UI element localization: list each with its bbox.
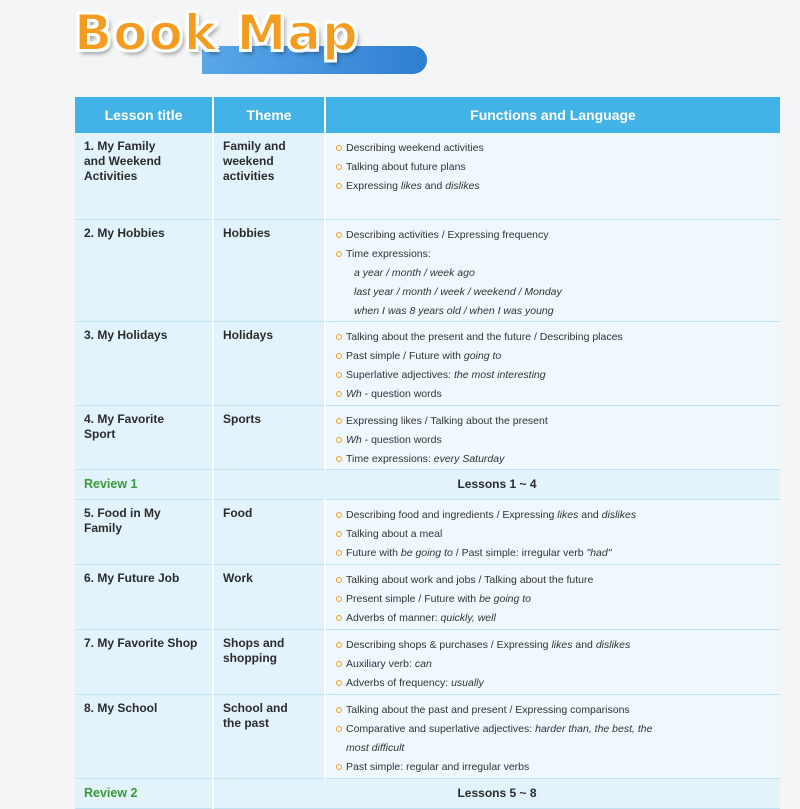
function-text: quickly, well — [440, 611, 496, 624]
function-text: - question words — [361, 433, 442, 446]
theme-line: Sports — [223, 411, 262, 426]
lesson-title — [84, 226, 204, 241]
function-text: Talking about future plans — [346, 161, 466, 173]
lesson-title — [84, 412, 204, 442]
theme-line: shopping — [223, 650, 277, 665]
function-text: Expressing — [346, 180, 401, 192]
table-row — [75, 219, 780, 321]
function-text: Future with — [346, 546, 401, 559]
review-lessons-range: Lessons 1 ~ 4 — [213, 469, 780, 499]
theme-cell — [213, 133, 325, 219]
theme-cell — [213, 405, 325, 469]
orange-circle-bullet-icon — [336, 726, 342, 732]
lesson-title — [84, 139, 204, 184]
function-item — [336, 226, 774, 245]
functions-cell — [325, 321, 780, 405]
function-text: Auxiliary verb: — [346, 657, 415, 670]
function-text: when I was 8 years old / when I was young — [354, 304, 554, 317]
lesson-title-cell — [75, 405, 213, 469]
orange-circle-bullet-icon — [336, 707, 342, 713]
function-text: dislikes — [595, 638, 631, 651]
theme-line: Holidays — [223, 327, 274, 342]
orange-circle-bullet-icon — [336, 183, 342, 189]
function-text: dislikes — [601, 508, 637, 521]
function-item — [336, 674, 774, 693]
theme-line: Family and — [223, 139, 286, 153]
lesson-title-cell — [75, 694, 213, 778]
lesson-title-line: Activities — [84, 169, 138, 183]
function-text: last year / month / week / weekend / Monday — [354, 285, 562, 298]
lesson-title-line: 7. My Favorite Shop — [84, 635, 198, 650]
function-item — [336, 385, 774, 404]
orange-circle-bullet-icon — [336, 764, 342, 770]
lesson-title-cell — [75, 133, 213, 219]
table-body — [75, 133, 780, 808]
function-text: harder than, the best, the — [535, 722, 653, 735]
function-text: / Past simple: irregular verb — [452, 546, 587, 559]
function-text: and — [578, 508, 602, 521]
function-item — [336, 302, 774, 321]
orange-circle-bullet-icon — [336, 596, 342, 602]
theme-line: School and — [223, 700, 288, 715]
theme-line: activities — [223, 169, 275, 183]
theme-cell — [213, 564, 325, 629]
function-text: be going to — [400, 546, 453, 559]
function-item — [336, 525, 774, 544]
function-text: going to — [463, 349, 502, 362]
function-text: a year / month / week ago — [354, 266, 475, 279]
review-label: Review 2 — [75, 778, 213, 808]
functions-cell — [325, 499, 780, 564]
orange-circle-bullet-icon — [336, 391, 342, 397]
functions-cell — [325, 564, 780, 629]
function-text: dislikes — [445, 180, 480, 192]
function-item — [336, 636, 774, 655]
theme-line: weekend — [223, 154, 274, 168]
function-text: the most interesting — [453, 368, 546, 381]
lesson-title-line: 6. My Future Job — [84, 570, 180, 585]
functions-cell — [325, 694, 780, 778]
function-text: Adverbs of frequency: — [346, 676, 452, 689]
lesson-title-cell — [75, 564, 213, 629]
function-text: Talking about the present and the future / Describing places — [346, 330, 623, 343]
lesson-title-line: 1. My Family — [84, 139, 156, 153]
function-text: and — [421, 180, 446, 192]
table-header-row — [75, 97, 780, 133]
orange-circle-bullet-icon — [336, 512, 342, 518]
function-text: be going to — [479, 592, 532, 605]
function-item — [336, 739, 774, 758]
function-text: Past simple: regular and irregular verbs — [346, 760, 530, 773]
function-text: Expressing likes / Talking about the present — [346, 414, 548, 427]
orange-circle-bullet-icon — [336, 550, 342, 556]
lesson-title — [84, 701, 204, 716]
theme-cell — [213, 219, 325, 321]
function-text: most difficult — [346, 741, 405, 754]
function-item — [336, 328, 774, 347]
theme-line: Shops and — [223, 635, 285, 650]
function-text: Superlative adjectives: — [346, 368, 454, 381]
function-item — [336, 590, 774, 609]
function-item — [336, 450, 774, 469]
function-text: Describing food and ingredients / Expressing — [346, 508, 558, 521]
lesson-title-line: 5. Food in My — [84, 505, 161, 520]
lesson-title-line: 4. My Favorite — [84, 411, 165, 426]
lesson-title — [84, 506, 204, 536]
book-map-table — [75, 97, 780, 809]
theme-cell — [213, 629, 325, 694]
theme-line: Work — [223, 570, 253, 585]
function-text: Wh — [346, 433, 362, 446]
function-item — [336, 177, 774, 196]
function-text: and — [572, 638, 596, 651]
function-text: Present simple / Future with — [346, 592, 480, 605]
lesson-title-cell — [75, 321, 213, 405]
lesson-title — [84, 571, 204, 586]
orange-circle-bullet-icon — [336, 372, 342, 378]
review-label: Review 1 — [75, 469, 213, 499]
orange-circle-bullet-icon — [336, 251, 342, 257]
theme-line: the past — [223, 715, 270, 730]
function-item — [336, 245, 774, 264]
table-row — [75, 499, 780, 564]
orange-circle-bullet-icon — [336, 531, 342, 537]
lesson-title-line: 2. My Hobbies — [84, 225, 165, 240]
review-lessons-range: Lessons 5 ~ 8 — [213, 778, 780, 808]
function-item — [336, 158, 774, 177]
lesson-title-line: Sport — [84, 426, 116, 441]
table-row — [75, 564, 780, 629]
function-text: Adverbs of manner: — [346, 611, 441, 624]
functions-cell — [325, 219, 780, 321]
lesson-title-cell — [75, 499, 213, 564]
table-row — [75, 321, 780, 405]
theme-cell — [213, 321, 325, 405]
function-text: Describing shops & purchases / Expressing — [346, 638, 552, 651]
function-text: - question words — [361, 387, 442, 400]
function-text: Describing weekend activities — [346, 142, 484, 154]
orange-circle-bullet-icon — [336, 353, 342, 359]
function-item — [336, 412, 774, 431]
lesson-title-line: Family — [84, 520, 123, 535]
function-text: likes — [400, 180, 422, 192]
orange-circle-bullet-icon — [336, 577, 342, 583]
functions-cell — [325, 133, 780, 219]
function-item — [336, 347, 774, 366]
function-text: Describing activities / Expressing frequency — [346, 228, 549, 241]
function-item — [336, 506, 774, 525]
function-text: Talking about a meal — [346, 527, 443, 540]
function-text: Comparative and superlative adjectives: — [346, 722, 536, 735]
lesson-title-line: 8. My School — [84, 700, 158, 715]
column-header-theme: Theme — [213, 97, 325, 133]
page-title: Book Map — [74, 4, 359, 62]
theme-cell — [213, 499, 325, 564]
function-item — [336, 655, 774, 674]
functions-cell — [325, 629, 780, 694]
function-text: Talking about work and jobs / Talking about the future — [346, 573, 594, 586]
function-item — [336, 758, 774, 777]
orange-circle-bullet-icon — [336, 642, 342, 648]
review-row — [75, 778, 780, 808]
functions-cell — [325, 405, 780, 469]
orange-circle-bullet-icon — [336, 164, 342, 170]
orange-circle-bullet-icon — [336, 680, 342, 686]
function-text: Time expressions: — [346, 452, 434, 465]
lesson-title — [84, 328, 204, 343]
function-item — [336, 366, 774, 385]
orange-circle-bullet-icon — [336, 437, 342, 443]
theme-cell — [213, 694, 325, 778]
lesson-title-line: 3. My Holidays — [84, 327, 168, 342]
function-text: "had" — [586, 546, 612, 559]
orange-circle-bullet-icon — [336, 661, 342, 667]
function-item — [336, 609, 774, 628]
table-row — [75, 629, 780, 694]
lesson-title-cell — [75, 219, 213, 321]
review-row — [75, 469, 780, 499]
function-text: Talking about the past and present / Expressing comparisons — [346, 703, 630, 716]
theme-line: Food — [223, 505, 253, 520]
function-item — [336, 139, 774, 158]
function-text: usually — [451, 676, 484, 689]
page-title-block — [62, 6, 382, 74]
function-text: Past simple / Future with — [346, 349, 464, 362]
function-text: likes — [557, 508, 579, 521]
lesson-title-line: and Weekend — [84, 154, 162, 168]
orange-circle-bullet-icon — [336, 615, 342, 621]
function-item — [336, 720, 774, 739]
function-item — [336, 283, 774, 302]
orange-circle-bullet-icon — [336, 334, 342, 340]
lesson-title — [84, 636, 204, 651]
function-item — [336, 571, 774, 590]
table-row — [75, 694, 780, 778]
function-text: Time expressions: — [346, 247, 431, 260]
orange-circle-bullet-icon — [336, 145, 342, 151]
function-item — [336, 431, 774, 450]
function-item — [336, 264, 774, 283]
column-header-functions-and-language: Functions and Language — [325, 97, 780, 133]
orange-circle-bullet-icon — [336, 232, 342, 238]
function-item — [336, 701, 774, 720]
theme-line: Hobbies — [223, 225, 271, 240]
function-text: every Saturday — [433, 452, 505, 465]
function-item — [336, 544, 774, 563]
table-row — [75, 405, 780, 469]
orange-circle-bullet-icon — [336, 418, 342, 424]
function-text: likes — [551, 638, 573, 651]
lesson-title-cell — [75, 629, 213, 694]
function-text: Wh — [346, 387, 362, 400]
function-text: can — [414, 657, 432, 670]
column-header-lesson-title: Lesson title — [75, 97, 213, 133]
orange-circle-bullet-icon — [336, 456, 342, 462]
table-row — [75, 133, 780, 219]
